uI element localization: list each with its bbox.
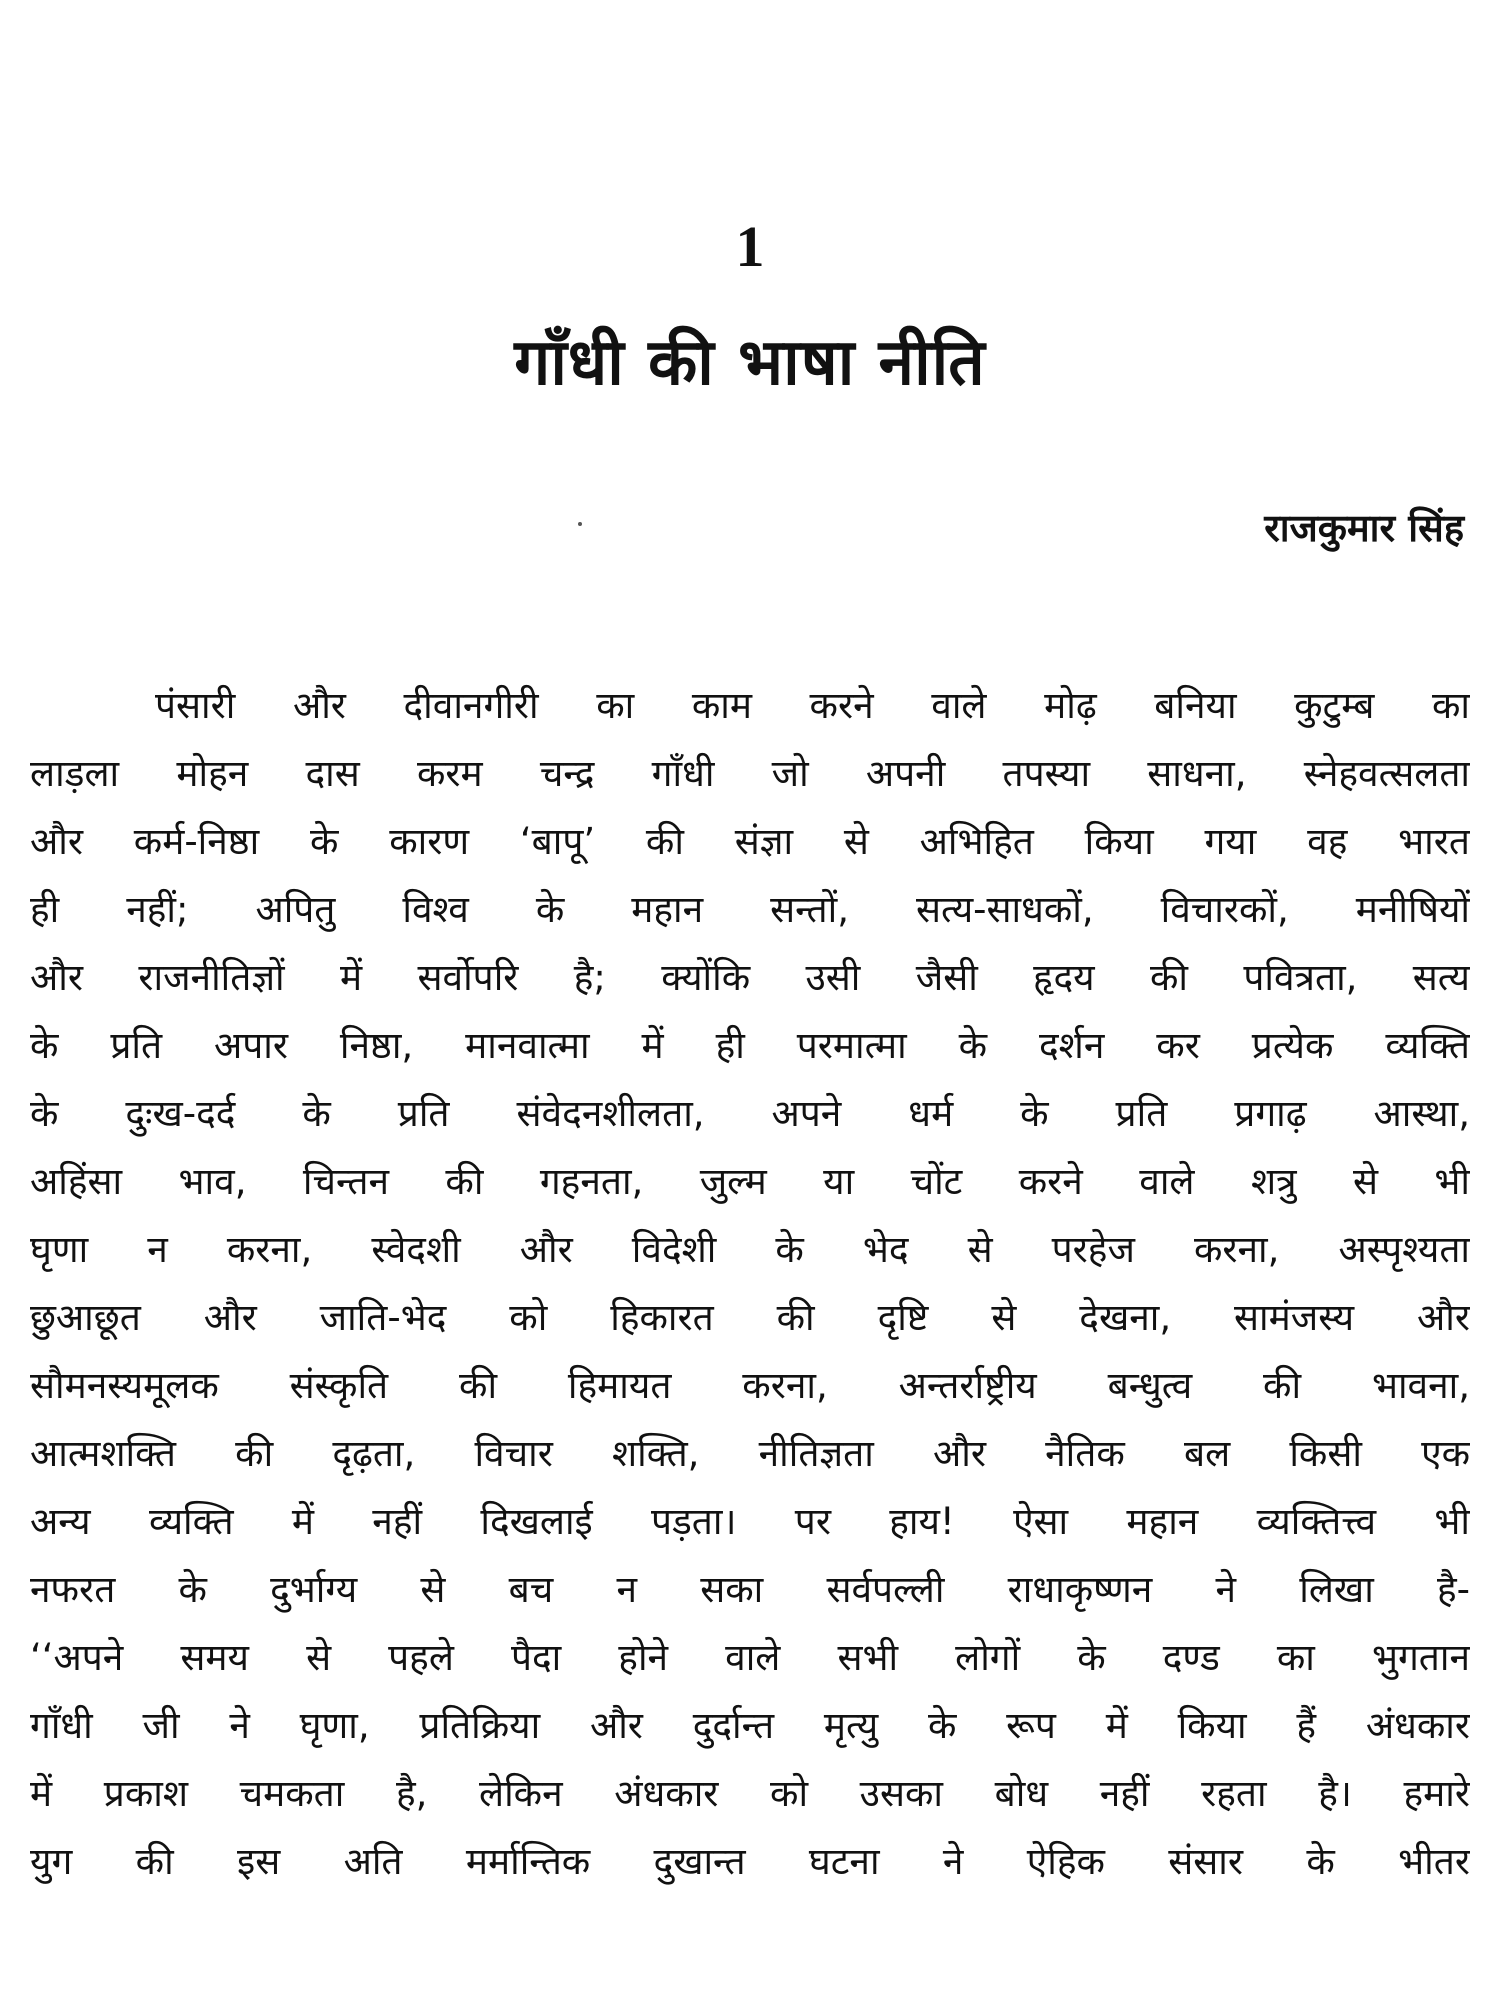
text-line: नफरत के दुर्भाग्य से बच न सका सर्वपल्ली राधाकृष्णन ने लिखा है- (30, 1568, 1470, 1611)
text-line: अहिंसा भाव, चिन्तन की गहनता, जुल्म या चोंट करने वाले शत्रु से भी (30, 1160, 1470, 1203)
text-line: के दुःख-दर्द के प्रति संवेदनशीलता, अपने धर्म के प्रति प्रगाढ़ आस्था, (30, 1092, 1470, 1135)
text-line: घृणा न करना, स्वेदशी और विदेशी के भेद से परहेज करना, अस्पृश्यता (30, 1228, 1470, 1271)
text-line: और राजनीतिज्ञों में सर्वोपरि है; क्योंकि उसी जैसी हृदय की पवित्रता, सत्य (30, 956, 1470, 999)
text-line: के प्रति अपार निष्ठा, मानवात्मा में ही परमात्मा के दर्शन कर प्रत्येक व्यक्ति (30, 1024, 1470, 1067)
text-line: छुआछूत और जाति-भेद को हिकारत की दृष्टि से देखना, सामंजस्य और (30, 1296, 1470, 1339)
text-line: पंसारी और दीवानगीरी का काम करने वाले मोढ़ बनिया कुटुम्ब का (155, 684, 1470, 727)
text-line: गाँधी जी ने घृणा, प्रतिक्रिया और दुर्दान्त मृत्यु के रूप में किया हैं अंधकार (30, 1704, 1470, 1747)
author-name: राजकुमार सिंह (1264, 506, 1464, 550)
chapter-number: 1 (735, 214, 765, 279)
text-line: आत्मशक्ति की दृढ़ता, विचार शक्ति, नीतिज्ञता और नैतिक बल किसी एक (30, 1432, 1470, 1475)
print-speck (578, 522, 582, 526)
text-line: में प्रकाश चमकता है, लेकिन अंधकार को उसका बोध नहीं रहता है। हमारे (30, 1772, 1470, 1815)
body-paragraph (30, 672, 1470, 1896)
text-line: युग की इस अति मर्मान्तिक दुखान्त घटना ने ऐहिक संसार के भीतर (30, 1840, 1470, 1883)
text-line: लाड़ला मोहन दास करम चन्द्र गाँधी जो अपनी तपस्या साधना, स्नेहवत्सलता (30, 752, 1470, 795)
chapter-title: गाँधी की भाषा नीति (514, 326, 986, 400)
text-line: ‘‘अपने समय से पहले पैदा होने वाले सभी लोगों के दण्ड का भुगतान (30, 1636, 1470, 1679)
text-line: और कर्म-निष्ठा के कारण ‘बापू’ की संज्ञा से अभिहित किया गया वह भारत (30, 820, 1470, 863)
text-line: अन्य व्यक्ति में नहीं दिखलाई पड़ता। पर हाय! ऐसा महान व्यक्तित्त्व भी (30, 1500, 1470, 1543)
text-line: ही नहीं; अपितु विश्व के महान सन्तों, सत्य-साधकों, विचारकों, मनीषियों (30, 888, 1470, 931)
text-line: सौमनस्यमूलक संस्कृति की हिमायत करना, अन्तर्राष्ट्रीय बन्धुत्व की भावना, (30, 1364, 1470, 1407)
